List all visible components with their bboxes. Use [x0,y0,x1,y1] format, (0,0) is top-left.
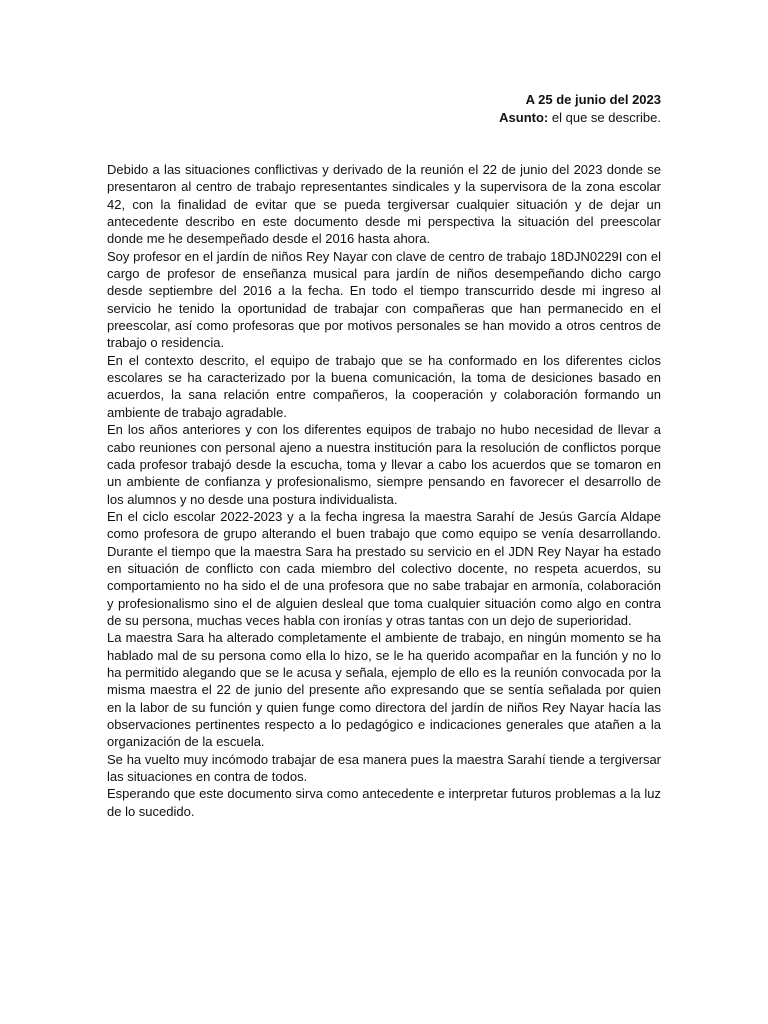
letter-header [499,91,661,126]
subject-value: el que se describe. [548,109,661,125]
paragraph-6: La maestra Sara ha alterado completamente el ambiente de trabajo, en ningún momento se ha hablado mal de su persona como ella lo hizo, se le ha querido acompañar en la función y no lo ha permitido alegando que se le acusa y señala, ejemplo de ello es la reunión convocada por la misma maestra el 22 de junio del presente año expresando que se sentía señalada por quien en la labor de su función y quien funge como directora del jardín de niños Rey Nayar hacía las observaciones pertinentes respecto a lo pedagógico e indicaciones generales que atañen a la organización de la escuela. [107,630,661,750]
paragraph-7: Se ha vuelto muy incómodo trabajar de esa manera pues la maestra Sarahí tiende a tergiversar las situaciones en contra de todos. [107,751,661,785]
paragraph-2: Soy profesor en el jardín de niños Rey Nayar con clave de centro de trabajo 18DJN0229I con el cargo de profesor de enseñanza musical para jardín de niños desempeñando dicho cargo desde septiembre del 2016 a la fecha. En todo el tiempo transcurrido desde mi ingreso al servicio he tenido la oportunidad de trabajar con compañeras que han permanecido en el preescolar, así como profesoras que por motivos personales se han movido a otros centros de trabajo o residencia. [107,248,661,351]
letter-date: A 25 de junio del 2023 [525,92,661,107]
letter-body [107,161,661,820]
paragraph-5: En el ciclo escolar 2022-2023 y a la fecha ingresa la maestra Sarahí de Jesús García Aldape como profesora de grupo alterando el buen trabajo que como equipo se venía desarrollando. Durante el tiempo que la maestra Sara ha prestado su servicio en el JDN Rey Nayar ha estado en situación de conflicto con cada miembro del colectivo docente, no respeta acuerdos, su comportamiento no ha sido el de una profesora que no sabe trabajar en armonía, colaboración y profesionalismo sino el de alguien desleal que toma cualquier situación como algo en contra de su persona, muchas veces habla con ironías y otras tantas con un dejo de superioridad. [107,508,661,628]
subject-label: Asunto: [499,109,549,125]
paragraph-8: Esperando que este documento sirva como antecedente e interpretar futuros problemas a la luz de lo sucedido. [107,786,661,819]
paragraph-4: En los años anteriores y con los diferentes equipos de trabajo no hubo necesidad de llevar a cabo reuniones con personal ajeno a nuestra institución para la resolución de conflictos porque cada profesor trabajó desde la escucha, toma y llevar a cabo los acuerdos que se tomaron en un ambiente de confianza y profesionalismo, siempre pensando en favorecer el desarrollo de los alumnos y no desde una postura individualista. [107,422,661,507]
paragraph-3: En el contexto descrito, el equipo de trabajo que se ha conformado en los diferentes ciclos escolares se ha caracterizado por la buena comunicación, la toma de desiciones basado en acuerdos, la sana relación entre compañeros, la cooperación y colaboración formando un ambiente de trabajo agradable. [107,352,661,420]
paragraph-1: Debido a las situaciones conflictivas y derivado de la reunión el 22 de junio del 2023 donde se presentaron al centro de trabajo representantes sindicales y la supervisora de la zona escolar 42, con la finalidad de evitar que se pueda tergiversar cualquier situación y de dejar un antecedente describo en este documento desde mi perspectiva la situación del preescolar donde me he desempeñado desde el 2016 hasta ahora. [107,162,661,247]
letter-subject [499,110,661,125]
